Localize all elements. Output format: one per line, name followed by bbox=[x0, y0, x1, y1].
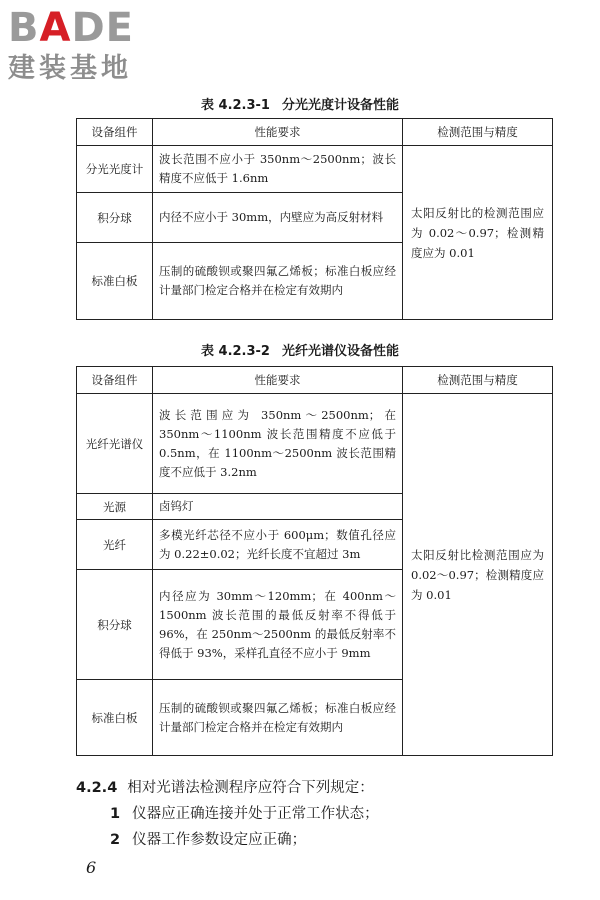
component-cell: 标准白板 bbox=[77, 680, 153, 756]
table2-title: 光纤光谱仪设备性能 bbox=[281, 344, 399, 359]
bade-logo bbox=[8, 6, 178, 90]
range-cell: 太阳反射比检测范围应为 0.02～0.97；检测精度应为 0.01 bbox=[403, 394, 553, 756]
requirement-cell: 波长范围不应小于 350nm～2500nm；波长精度不应低于 1.6nm bbox=[153, 146, 403, 193]
component-cell: 分光光度计 bbox=[77, 146, 153, 193]
page-number: 6 bbox=[86, 858, 97, 877]
range-cell: 太阳反射比的检测范围应为 0.02～0.97；检测精度应为 0.01 bbox=[403, 146, 553, 320]
requirement-cell: 波长范围应为 350nm～2500nm；在 350nm～1100nm 波长范围精度不应低于 0.5nm，在 1100nm～2500nm 波长范围精度不应低于 3.2nm bbox=[153, 394, 403, 494]
table2-header-row bbox=[77, 367, 553, 394]
table1-number: 表 4.2.3-1 bbox=[201, 98, 270, 113]
requirement-cell: 压制的硫酸钡或聚四氟乙烯板；标准白板应经计量部门检定合格并在检定有效期内 bbox=[153, 680, 403, 756]
requirement-cell: 多模光纤芯径不应小于 600μm；数值孔径应为 0.22±0.02；光纤长度不宜超过 3m bbox=[153, 520, 403, 570]
logo-wordmark: BADE bbox=[8, 5, 134, 51]
list-item bbox=[110, 802, 379, 826]
clause-4-2-4 bbox=[76, 776, 374, 800]
table-row bbox=[77, 146, 553, 193]
table1-header-requirement: 性能要求 bbox=[153, 119, 403, 146]
table-row bbox=[77, 394, 553, 494]
component-cell: 积分球 bbox=[77, 570, 153, 680]
clause-number: 4.2.4 bbox=[76, 780, 118, 796]
component-cell: 光纤光谱仪 bbox=[77, 394, 153, 494]
table1-header-range: 检测范围与精度 bbox=[403, 119, 553, 146]
table2-caption bbox=[0, 340, 600, 359]
table1-title: 分光光度计设备性能 bbox=[281, 98, 399, 113]
requirement-cell: 内径应为 30mm～120mm；在 400nm～1500nm 波长范围的最低反射率不得低于 96%，在 250nm～2500nm 的最低反射率不得低于 93%，采样孔直径不应小于 9mm bbox=[153, 570, 403, 680]
table1-header-component: 设备组件 bbox=[77, 119, 153, 146]
table1-header-row bbox=[77, 119, 553, 146]
component-cell: 标准白板 bbox=[77, 243, 153, 320]
table2 bbox=[76, 366, 553, 756]
item-text: 仪器应正确连接并处于正常工作状态； bbox=[132, 806, 379, 822]
item-number: 1 bbox=[110, 806, 121, 822]
table1-caption bbox=[0, 94, 600, 113]
component-cell: 光纤 bbox=[77, 520, 153, 570]
table1 bbox=[76, 118, 553, 320]
table2-header-component: 设备组件 bbox=[77, 367, 153, 394]
item-number: 2 bbox=[110, 832, 121, 848]
table2-number: 表 4.2.3-2 bbox=[201, 344, 270, 359]
item-text: 仪器工作参数设定应正确； bbox=[132, 832, 307, 848]
component-cell: 积分球 bbox=[77, 193, 153, 243]
clause-text: 相对光谱法检测程序应符合下列规定： bbox=[127, 780, 374, 796]
requirement-cell: 卤钨灯 bbox=[153, 494, 403, 520]
component-cell: 光源 bbox=[77, 494, 153, 520]
table2-header-requirement: 性能要求 bbox=[153, 367, 403, 394]
logo-subtitle: 建装基地 bbox=[8, 53, 132, 84]
list-item bbox=[110, 828, 306, 852]
table2-header-range: 检测范围与精度 bbox=[403, 367, 553, 394]
requirement-cell: 内径不应小于 30mm，内壁应为高反射材料 bbox=[153, 193, 403, 243]
requirement-cell: 压制的硫酸钡或聚四氟乙烯板；标准白板应经计量部门检定合格并在检定有效期内 bbox=[153, 243, 403, 320]
